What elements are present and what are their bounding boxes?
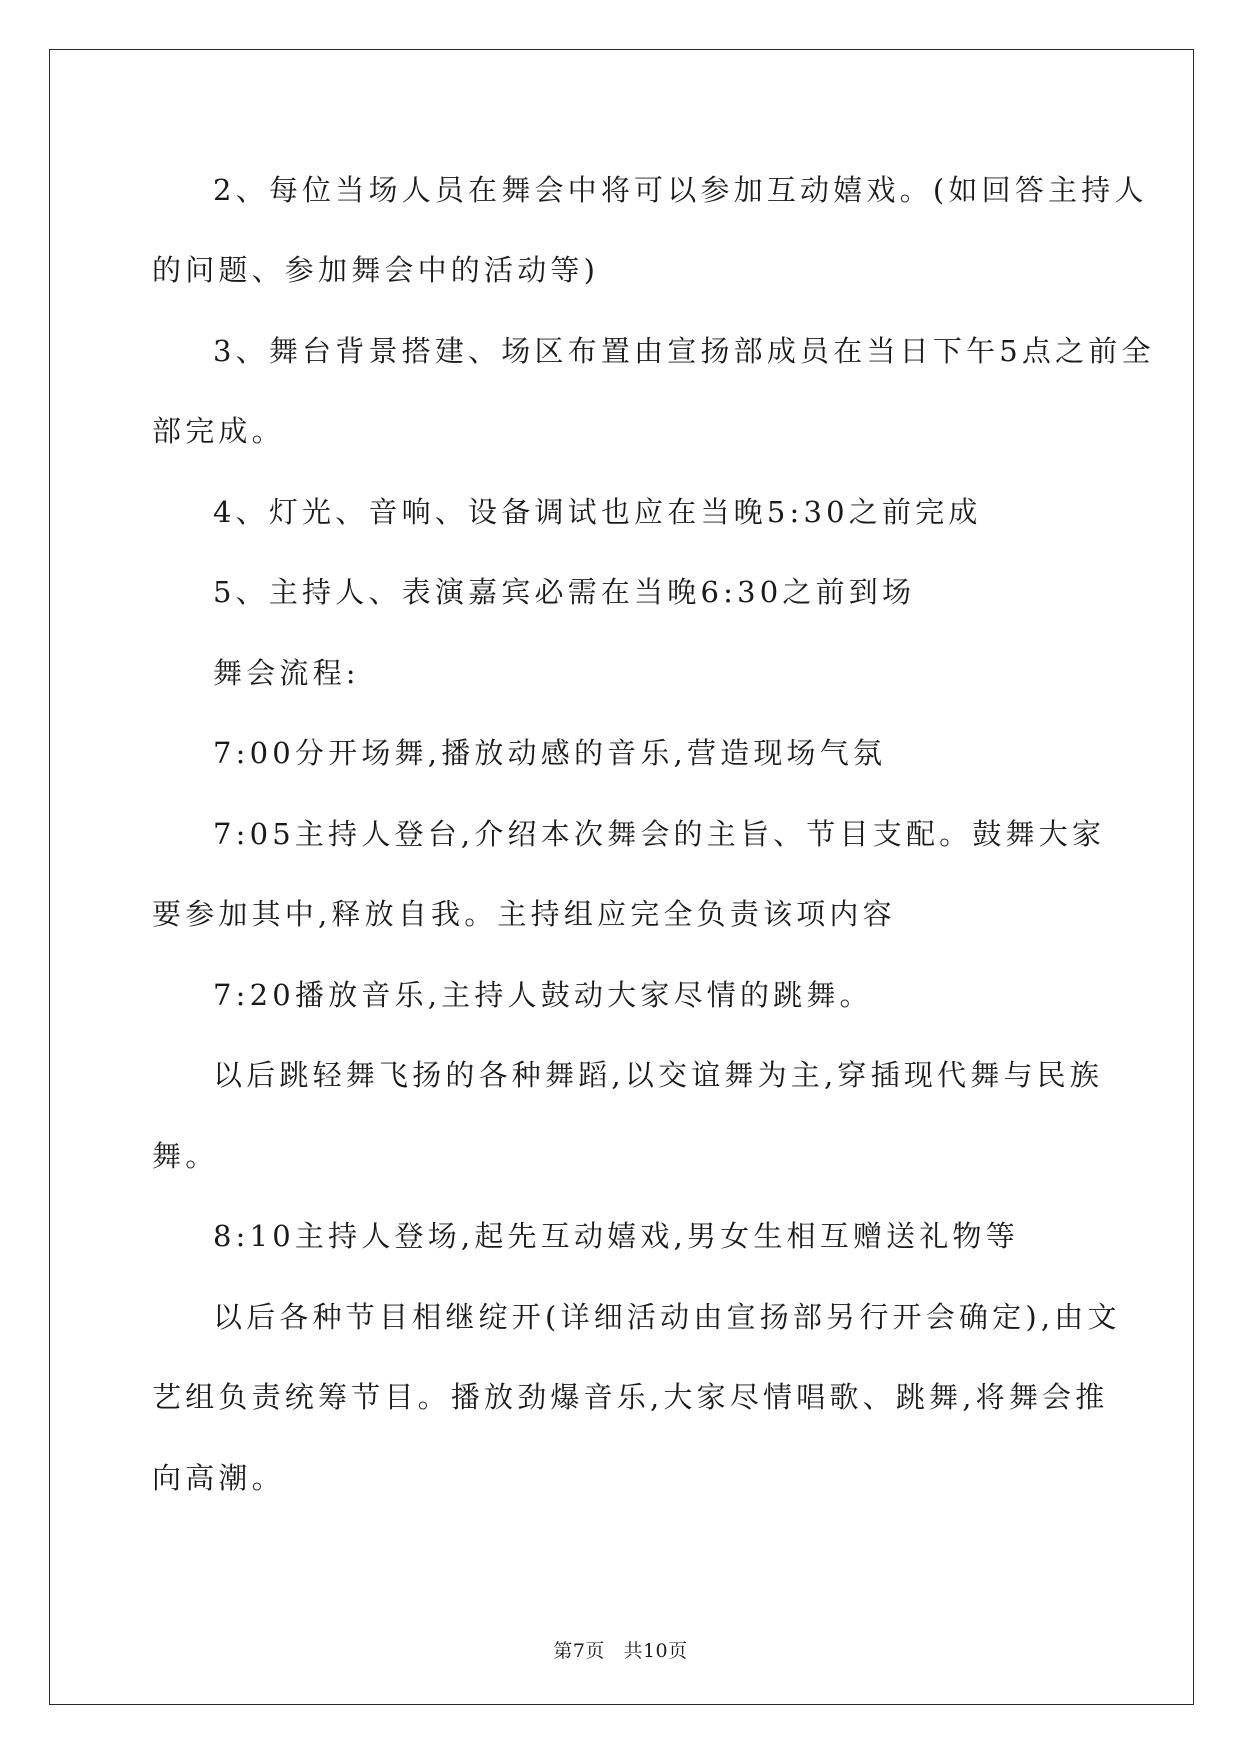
paragraph-line: 要参加其中,释放自我。主持组应完全负责该项内容 [152,897,896,931]
paragraph-line: 7:00分开场舞,播放动感的音乐,营造现场气氛 [213,736,887,770]
paragraph-line: 艺组负责统筹节目。播放劲爆音乐,大家尽情唱歌、跳舞,将舞会推 [152,1380,1109,1414]
paragraph-line: 以后各种节目相继绽开(详细活动由宣扬部另行开会确定),由文 [213,1300,1121,1334]
page-border [49,49,1194,1705]
paragraph-line: 5、主持人、表演嘉宾必需在当晚6:30之前到场 [213,575,916,609]
paragraph-line: 4、灯光、音响、设备调试也应在当晚5:30之前完成 [213,495,982,529]
section-heading: 舞会流程: [213,656,360,690]
paragraph-line: 向高潮。 [152,1461,285,1495]
page-total: 共10页 [623,1640,688,1662]
page-number: 第7页 [553,1640,605,1662]
paragraph-line: 7:05主持人登台,介绍本次舞会的主旨、节目支配。鼓舞大家 [213,817,1106,851]
paragraph-line: 7:20播放音乐,主持人鼓动大家尽情的跳舞。 [213,978,873,1012]
page-footer [0,1636,1241,1663]
paragraph-line: 2、每位当场人员在舞会中将可以参加互动嬉戏。(如回答主持人 [213,173,1148,207]
paragraph-line: 3、舞台背景搭建、场区布置由宣扬部成员在当日下午5点之前全 [213,334,1155,368]
paragraph-line: 8:10主持人登场,起先互动嬉戏,男女生相互赠送礼物等 [213,1219,1019,1253]
paragraph-line: 的问题、参加舞会中的活动等) [152,253,600,287]
paragraph-line: 以后跳轻舞飞扬的各种舞蹈,以交谊舞为主,穿插现代舞与民族 [213,1058,1104,1092]
paragraph-line: 部完成。 [152,414,285,448]
paragraph-line: 舞。 [152,1139,219,1173]
